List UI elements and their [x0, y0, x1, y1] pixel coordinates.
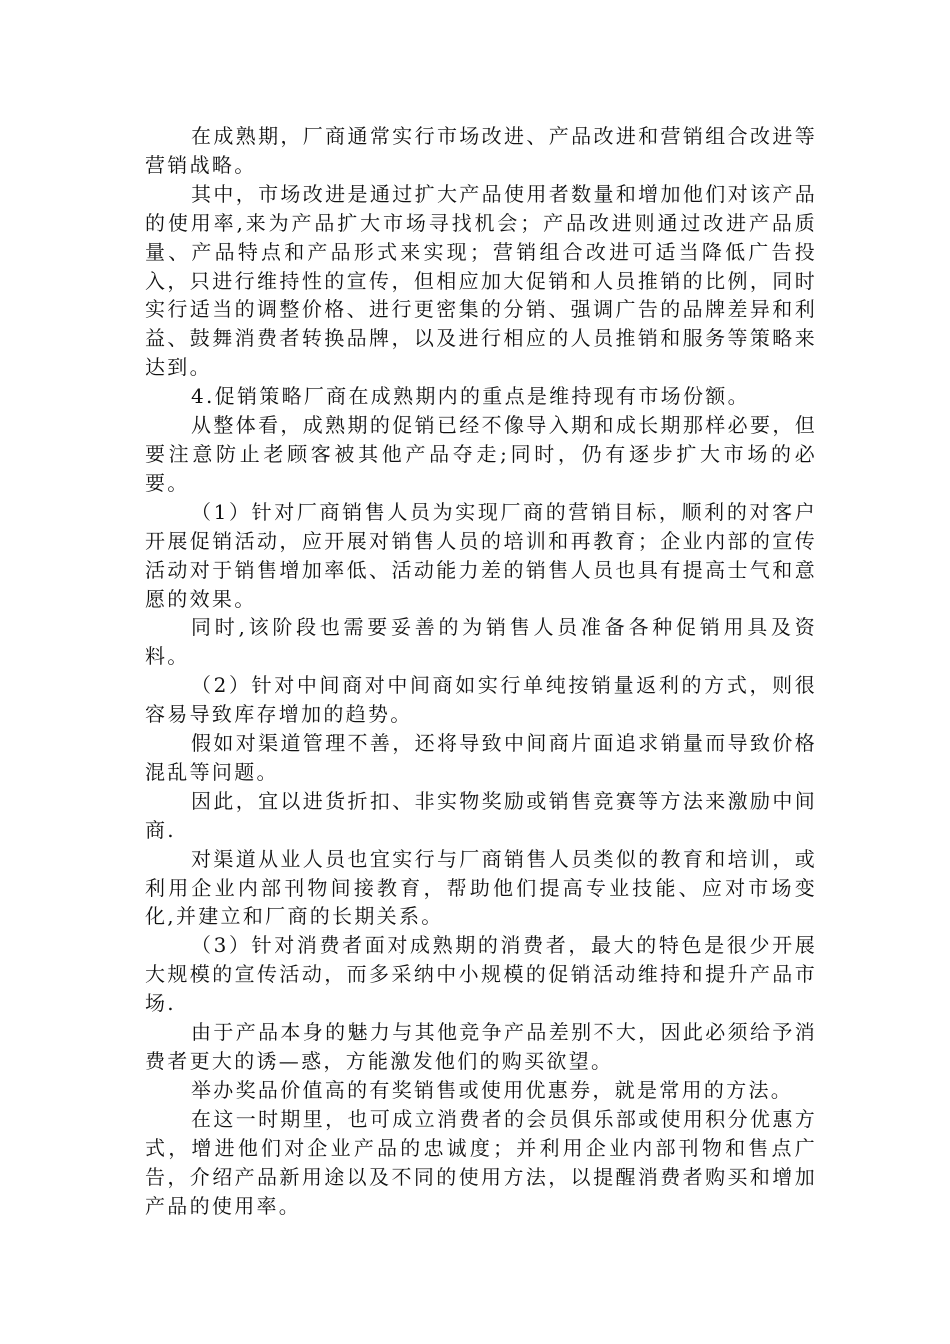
document-body	[145, 122, 817, 1220]
paragraph-5: （1）针对厂商销售人员为实现厂商的营销目标，顺利的对客户开展促销活动，应开展对销售人员的培训和再教育；企业内部的宣传活动对于销售增加率低、活动能力差的销售人员也具有提高士气和意愿的效果。	[145, 499, 817, 611]
paragraph-14: 在这一时期里，也可成立消费者的会员俱乐部或使用积分优惠方式，增进他们对企业产品的忠诚度；并利用企业内部刊物和售点广告，介绍产品新用途以及不同的使用方法，以提醒消费者购买和增加产品的使用率。	[145, 1106, 817, 1218]
paragraph-4: 从整体看，成熟期的促销已经不像导入期和成长期那样必要，但要注意防止老顾客被其他产品夺走;同时，仍有逐步扩大市场的必要。	[145, 413, 817, 495]
paragraph-2: 其中，市场改进是通过扩大产品使用者数量和增加他们对该产品的使用率,来为产品扩大市场寻找机会；产品改进则通过改进产品质量、产品特点和产品形式来实现；营销组合改进可适当降低广告投入，只进行维持性的宣传，但相应加大促销和人员推销的比例，同时实行适当的调整价格、进行更密集的分销、强调广告的品牌差异和利益、鼓舞消费者转换品牌，以及进行相应的人员推销和服务等策略来达到。	[145, 181, 817, 380]
paragraph-6: 同时,该阶段也需要妥善的为销售人员准备各种促销用具及资料。	[145, 615, 817, 669]
paragraph-7: （2）针对中间商对中间商如实行单纯按销量返利的方式，则很容易导致库存增加的趋势。	[145, 673, 817, 727]
paragraph-3: 4.促销策略厂商在成熟期内的重点是维持现有市场份额。	[191, 384, 750, 409]
paragraph-12: 由于产品本身的魅力与其他竞争产品差别不大，因此必须给予消费者更大的诱—惑，方能激发他们的购买欲望。	[145, 1020, 817, 1073]
paragraph-1: 在成熟期，厂商通常实行市场改进、产品改进和营销组合改进等营销战略。	[145, 124, 817, 177]
paragraph-13: 举办奖品价值高的有奖销售或使用优惠券，就是常用的方法。	[191, 1077, 794, 1102]
paragraph-9: 因此，宜以进货折扣、非实物奖励或销售竞赛等方法来激励中间商.	[145, 788, 817, 842]
paragraph-11: （3）针对消费者面对成熟期的消费者，最大的特色是很少开展大规模的宣传活动，而多采纳中小规模的促销活动维持和提升产品市场.	[145, 933, 817, 1016]
paragraph-10: 对渠道从业人员也宜实行与厂商销售人员类似的教育和培训，或利用企业内部刊物间接教育，帮助他们提高专业技能、应对市场变化,并建立和厂商的长期关系。	[145, 846, 817, 929]
paragraph-8: 假如对渠道管理不善，还将导致中间商片面追求销量而导致价格混乱等问题。	[145, 731, 817, 784]
